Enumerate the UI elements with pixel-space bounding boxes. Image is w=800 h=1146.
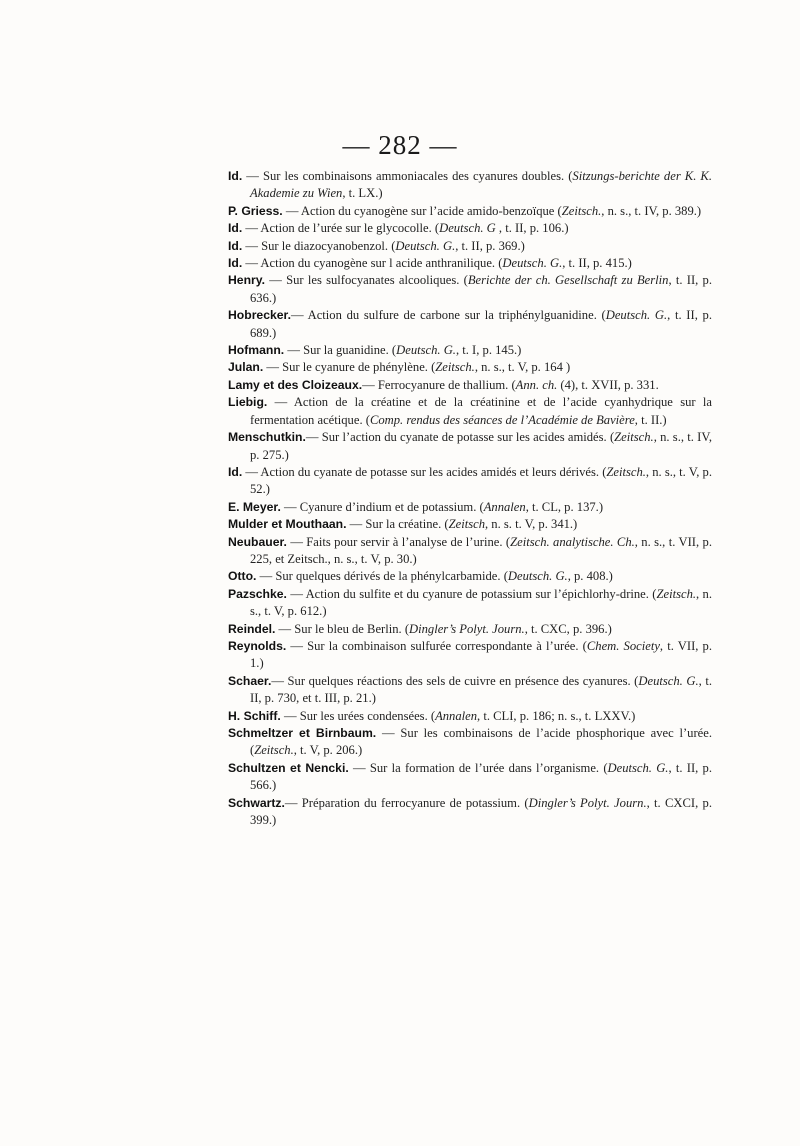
entry-author: Neubauer.	[228, 534, 287, 549]
entry-source: Comp. rendus des séances de l’Académie de Bavière	[369, 412, 635, 427]
entry-author: Schultzen et Nencki.	[228, 760, 349, 775]
bibliography-entry	[228, 203, 712, 220]
entry-text: — Action du cyanogène sur l’acide amido-benzoïque (	[282, 203, 562, 218]
entry-text: — Ferrocyanure de thallium. (	[362, 377, 516, 392]
entry-source: Ann. ch.	[515, 377, 558, 392]
bibliography-entry	[228, 394, 712, 429]
entry-tail: , t. CXCI, p. 399.)	[250, 795, 712, 828]
entry-source: Zeitsch	[448, 517, 485, 532]
entry-tail: , t. II, p. 566.)	[250, 760, 712, 793]
entry-author: Hobrecker.	[228, 308, 292, 323]
entry-author: Hofmann.	[228, 343, 285, 358]
entry-text: — Action du cyanogène sur l acide anthranilique. (	[242, 256, 503, 271]
entry-tail: (4), t. XVII, p. 331.	[557, 377, 659, 392]
entry-tail: , t. CLI, p. 186; n. s., t. LXXV.)	[477, 708, 636, 723]
bibliography-entry	[228, 429, 712, 464]
entry-author: Julan.	[228, 360, 264, 375]
entry-author: Mulder et Mouthaan.	[228, 517, 347, 532]
entry-text: — Sur le diazocyanobenzol. (	[242, 238, 396, 253]
bibliography-entry	[228, 725, 712, 760]
bibliography-entry	[228, 673, 712, 708]
entry-author: Schmeltzer et Birnbaum.	[228, 726, 377, 740]
bibliography-entry	[228, 307, 712, 342]
entry-source: Deutsch. G.	[605, 308, 668, 323]
entry-tail: , n. s., t. VII, p. 225, et Zeitsch., n. s., t. V, p. 30.)	[250, 534, 712, 566]
entry-text: — Faits pour servir à l’analyse de l’urine. (	[286, 534, 511, 549]
entry-source: Sitzungs-berichte der K. K. Akademie zu Wien	[250, 169, 712, 201]
bibliography-entry	[228, 272, 712, 307]
entry-author: Reindel.	[228, 621, 276, 636]
entry-text: — Sur la créatine. (	[346, 517, 449, 532]
entry-tail: , t. II, p. 636.)	[250, 273, 712, 305]
entry-tail: , p. 408.)	[567, 569, 613, 584]
entry-text: — Sur la combinaison sulfurée correspondante à l’urée. (	[286, 638, 587, 653]
entry-source: Zeitsch.	[606, 464, 646, 479]
entry-text: — Sur les combinaisons de l’acide phosphorique avec l’urée. (	[250, 726, 712, 758]
entry-source: Dingler’s Polyt. Journ.	[409, 621, 525, 636]
entry-tail: , t. V, p. 206.)	[293, 743, 363, 758]
entry-source: Zeitsch.	[656, 586, 697, 601]
entry-tail: , n. s., t. IV, p. 389.)	[601, 203, 702, 218]
entry-tail: , n. s., t. IV, p. 275.)	[250, 430, 712, 462]
entry-tail: , n. s., t. V, p. 164 )	[474, 360, 571, 375]
entry-text: — Action de la créatine et de la créatinine et de l’acide cyanhydrique sur la fermentation acétique. (	[250, 395, 712, 427]
bibliography-entry	[228, 464, 712, 499]
entry-source: Deutsch. G.	[395, 238, 456, 253]
entry-author: Liebig.	[228, 395, 268, 410]
entry-author: Id.	[228, 169, 243, 183]
bibliography-entry	[228, 220, 712, 237]
entry-source: Annalen	[483, 499, 526, 514]
entry-tail: , t. II, p. 415.)	[562, 256, 632, 271]
entry-text: — Action de l’urée sur le glycocolle. (	[242, 221, 440, 236]
bibliography-entry	[228, 359, 712, 376]
bibliography-entry	[228, 238, 712, 255]
bibliography-entry	[228, 568, 712, 585]
bibliography-entry	[228, 255, 712, 272]
entry-author: H. Schiff.	[228, 708, 281, 723]
bibliography-entry	[228, 168, 712, 203]
entry-author: Lamy et des Cloizeaux.	[228, 377, 363, 392]
entry-text: — Cyanure d’indium et de potassium. (	[280, 499, 484, 514]
entry-text: — Action du cyanate de potasse sur les acides amidés et leurs dérivés. (	[242, 464, 607, 479]
entry-tail: , t. II, p. 369.)	[455, 238, 525, 253]
entry-source: Chem. Society	[586, 638, 660, 653]
entry-source: Zeitsch. analytische. Ch.	[510, 534, 635, 549]
bibliography-entry	[228, 377, 712, 394]
entry-tail: , t. II, p. 106.)	[495, 221, 569, 236]
entry-author: Pazschke.	[228, 586, 287, 601]
entry-text: — Sur les sulfocyanates alcooliques. (	[265, 273, 468, 288]
entry-text: — Préparation du ferrocyanure de potassium. (	[284, 795, 529, 810]
bibliography-entry	[228, 534, 712, 569]
entry-author: P. Griess.	[228, 203, 283, 218]
entry-author: Menschutkin.	[228, 430, 306, 445]
bibliography-entry	[228, 586, 712, 621]
entry-text: — Sur le cyanure de phénylène. (	[263, 360, 436, 375]
bibliography-entry	[228, 499, 712, 516]
page-number: — 282 —	[342, 130, 458, 160]
entry-author: Schaer.	[228, 673, 272, 688]
entry-text: — Action du sulfite et du cyanure de potassium sur l’épichlorhy-drine. (	[286, 586, 657, 601]
entry-source: Zeitsch.	[561, 203, 602, 218]
entry-author: Id.	[228, 238, 243, 253]
entry-author: Reynolds.	[228, 638, 287, 653]
bibliography-entry	[228, 760, 712, 795]
entry-tail: , t. II, p. 730, et t. III, p. 21.)	[250, 673, 712, 706]
entry-source: Deutsch. G.	[507, 569, 568, 584]
entry-author: Id.	[228, 256, 243, 271]
entry-author: Otto.	[228, 569, 257, 584]
entry-text: — Sur les urées condensées. (	[280, 708, 436, 723]
entry-tail: , t. I, p. 145.)	[455, 343, 522, 358]
entry-tail: , t. II, p. 689.)	[250, 308, 712, 340]
entry-text: — Sur le bleu de Berlin. (	[275, 621, 410, 636]
entry-tail: , t. VII, p. 1.)	[250, 638, 713, 671]
entry-source: Zeitsch.	[254, 743, 294, 758]
entry-source: Deutsch. G.	[638, 673, 699, 688]
entry-source: Deutsch. G.	[607, 760, 669, 775]
entry-tail: , t. LX.)	[342, 186, 383, 201]
entry-text: — Sur les combinaisons ammoniacales des cyanures doubles. (	[242, 169, 573, 183]
entry-author: Id.	[228, 464, 243, 479]
entry-text: — Sur la guanidine. (	[284, 343, 397, 358]
bibliography-entry	[228, 621, 712, 638]
entry-tail: , t. CXC, p. 396.)	[524, 621, 612, 636]
bibliography-entry	[228, 795, 712, 830]
bibliography-entry	[228, 708, 712, 725]
entry-text: — Sur l’action du cyanate de potasse sur les acides amidés. (	[305, 430, 615, 445]
entry-source: Annalen	[435, 708, 478, 723]
entry-text: — Action du sulfure de carbone sur la triphénylguanidine. (	[291, 308, 606, 323]
entry-text: — Sur quelques dérivés de la phénylcarbamide. (	[256, 569, 508, 584]
entry-text: — Sur la formation de l’urée dans l’organisme. (	[348, 760, 608, 775]
entry-source: Berichte der ch. Gesellschaft zu Berlin	[467, 273, 669, 288]
entry-tail: , n. s., t. V, p. 612.)	[250, 586, 712, 619]
entry-author: Henry.	[228, 273, 266, 288]
entry-source: Deutsch. G.	[502, 256, 563, 271]
entry-source: Zeitsch.	[614, 430, 654, 445]
bibliography-entry	[228, 342, 712, 359]
entry-author: Id.	[228, 221, 243, 236]
entry-tail: , t. II.)	[634, 412, 667, 427]
entry-author: E. Meyer.	[228, 499, 281, 514]
bibliography-entry	[228, 516, 712, 533]
entry-author: Schwartz.	[228, 795, 285, 810]
entry-source: Dingler’s Polyt. Journ.	[528, 795, 647, 810]
bibliography-list	[228, 168, 712, 829]
entry-source: Deutsch. G.	[396, 343, 456, 358]
entry-text: — Sur quelques réactions des sels de cuivre en présence des cyanures. (	[271, 673, 639, 688]
entry-source: Deutsch. G	[439, 221, 496, 236]
entry-tail: , n. s., t. V, p. 52.)	[250, 464, 712, 497]
entry-tail: , t. CL, p. 137.)	[525, 499, 604, 514]
entry-tail: , n. s. t. V, p. 341.)	[485, 517, 578, 532]
entry-source: Zeitsch.	[435, 360, 475, 375]
bibliography-entry	[228, 638, 712, 673]
